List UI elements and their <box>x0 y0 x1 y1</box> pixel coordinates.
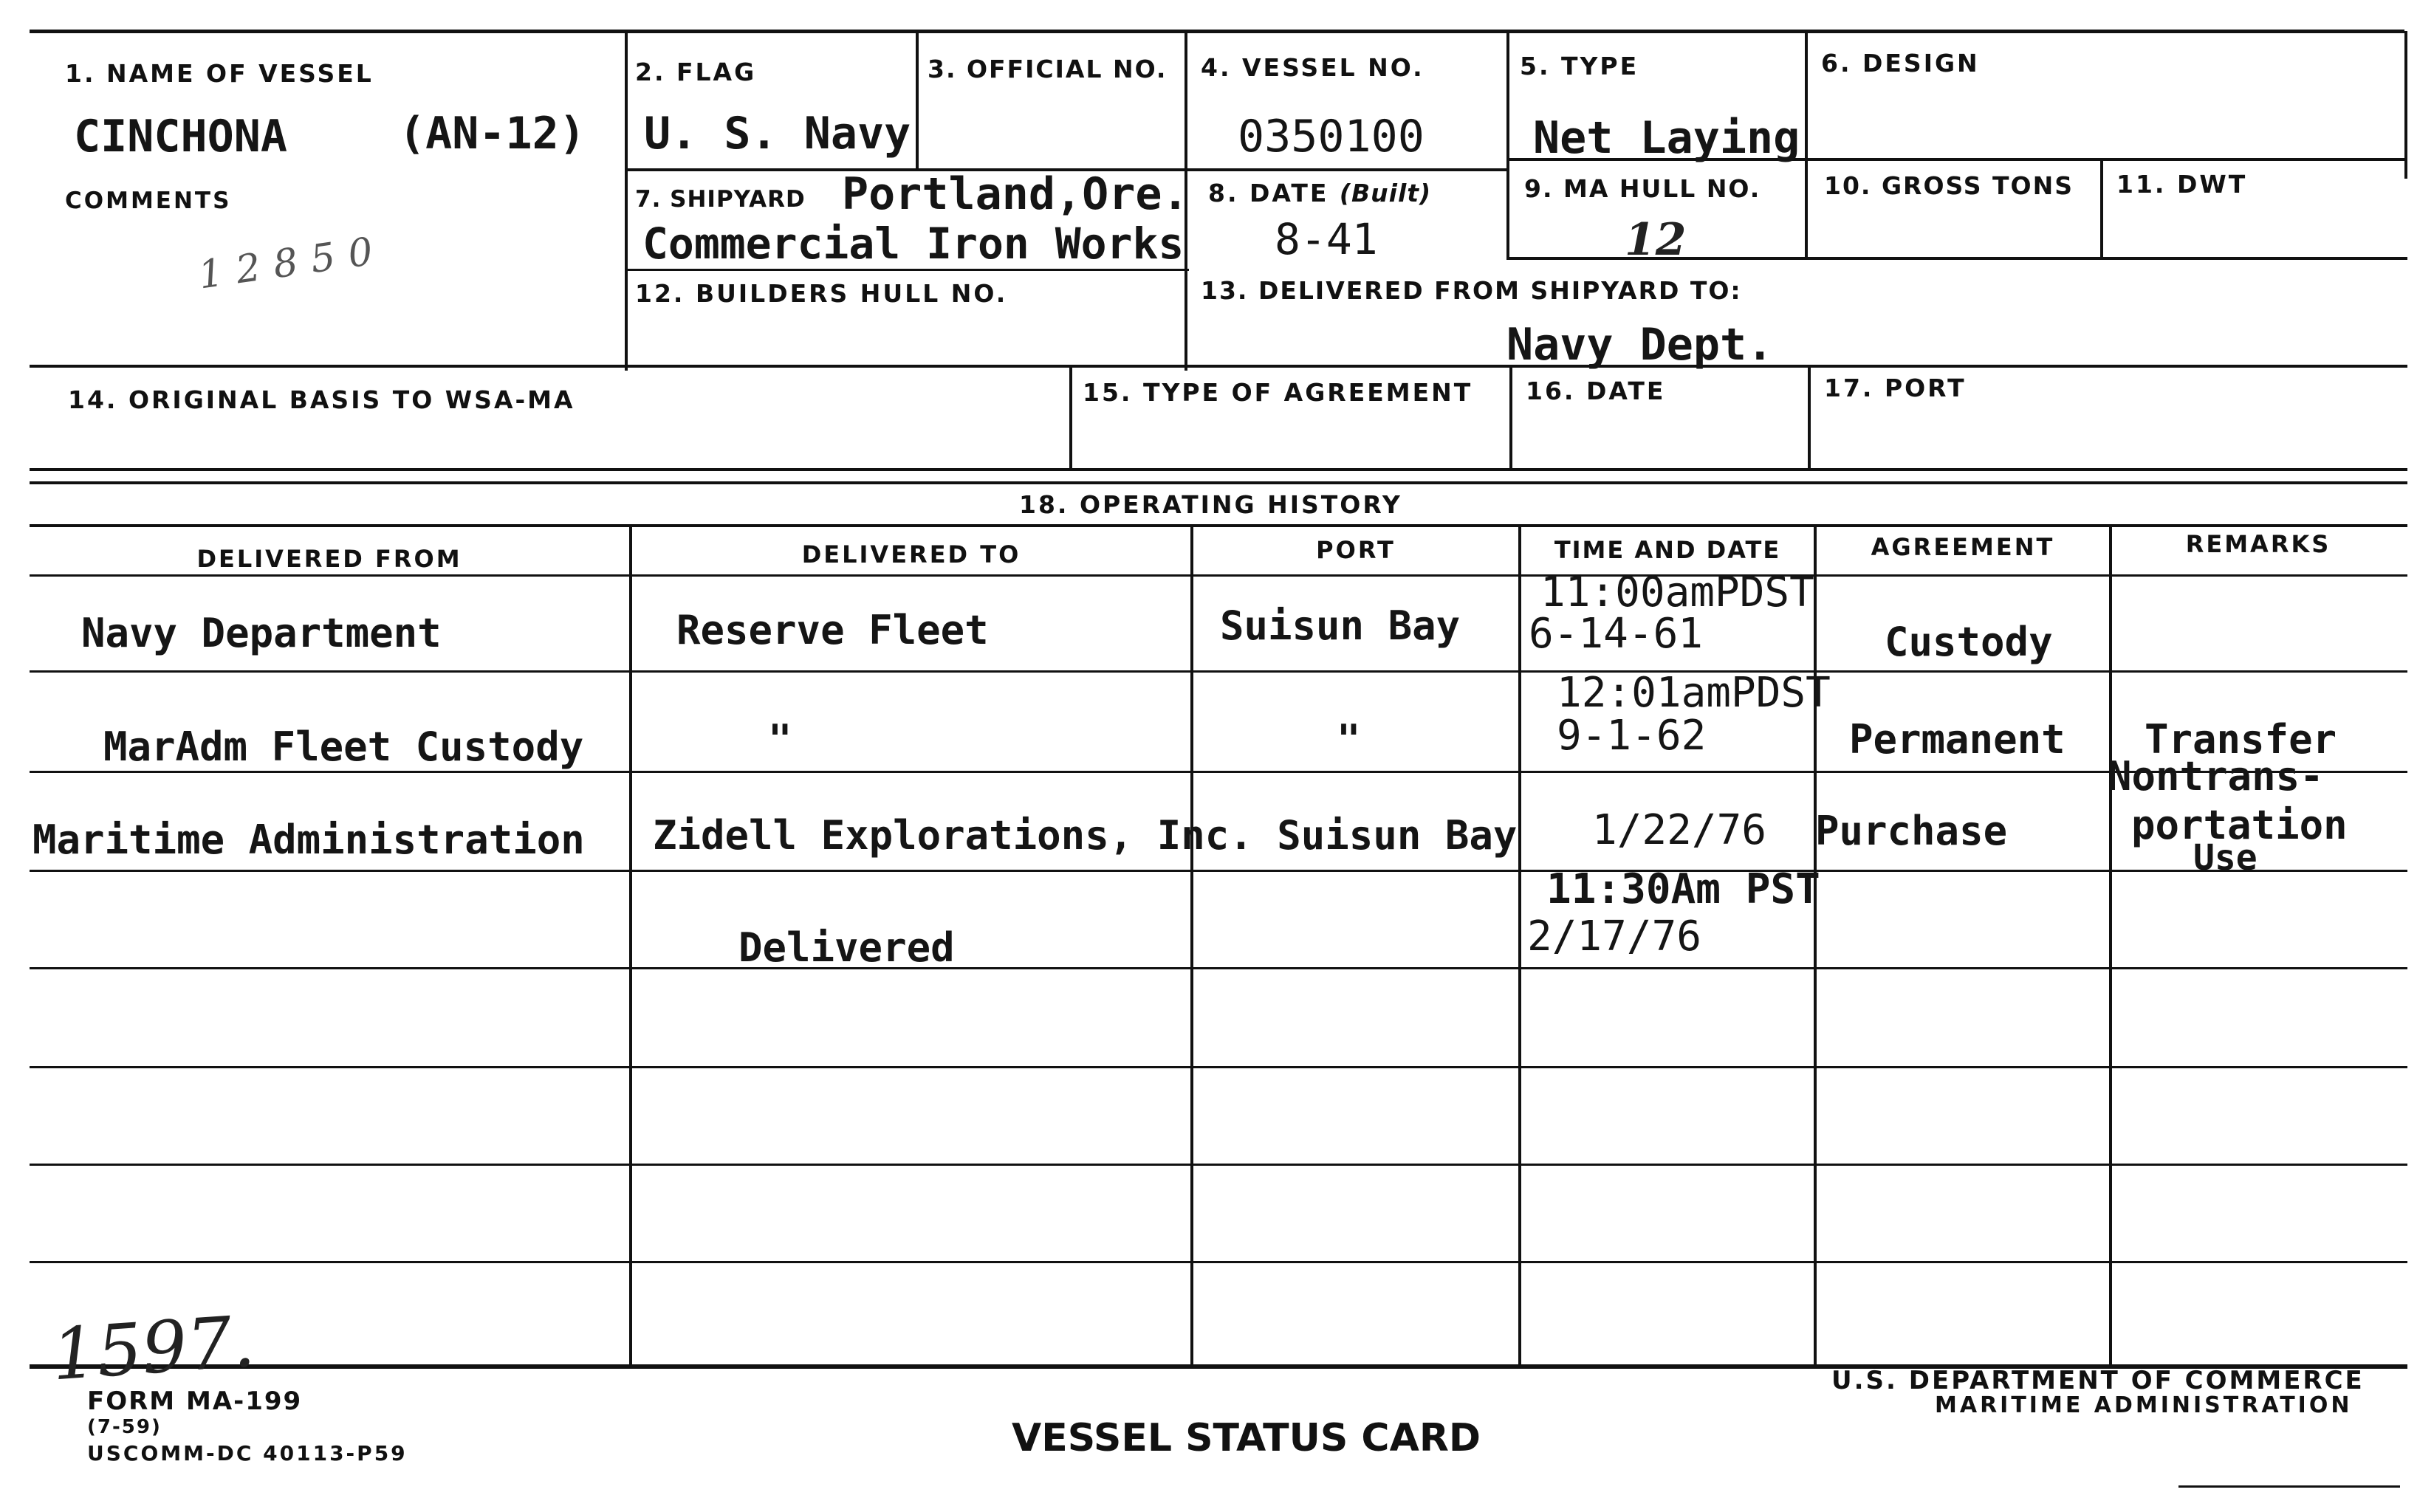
flag-value: U. S. Navy <box>644 108 911 159</box>
vrule-history-col3 <box>1518 524 1521 1366</box>
label-shipyard: 7. SHIPYARD <box>635 186 806 213</box>
vessel-no-value: 0350100 <box>1238 111 1425 162</box>
type-value: Net Laying <box>1533 112 1800 164</box>
card-top-border <box>30 30 2404 33</box>
label-type: 5. TYPE <box>1520 52 1639 80</box>
row1-agreement: Custody <box>1885 619 2053 665</box>
row2-time: 12:01amPDST <box>1557 669 1831 717</box>
label-date-built-prefix: 8. DATE <box>1208 179 1329 207</box>
label-delivered-from-shipyard: 13. DELIVERED FROM SHIPYARD TO: <box>1201 276 1742 305</box>
rule-history-row3 <box>30 870 2407 872</box>
col-header-delivered-to: DELIVERED TO <box>801 540 1021 568</box>
shipyard-line1: Portland,Ore. <box>842 168 1189 220</box>
row2-delivered-to: " <box>768 716 792 763</box>
rule-section14-bottom <box>30 468 2407 471</box>
footer-print-code: USCOMM-DC 40113-P59 <box>87 1441 408 1465</box>
rule-history-row5 <box>30 1066 2407 1068</box>
label-flag: 2. FLAG <box>635 58 757 86</box>
vrule-type-design <box>1805 31 1808 260</box>
col-header-port: PORT <box>1316 536 1396 564</box>
vrule-history-col4 <box>1814 524 1817 1366</box>
vessel-hull-designation: (AN-12) <box>399 108 586 159</box>
vrule-history-col5 <box>2109 524 2112 1366</box>
vrule-history-col1 <box>629 524 632 1366</box>
label-date-16: 16. DATE <box>1526 377 1666 405</box>
col-header-time-and-date: TIME AND DATE <box>1554 536 1781 564</box>
label-date-built-suffix: (Built) <box>1339 179 1432 207</box>
rule-history-row2 <box>30 771 2407 773</box>
label-vessel-no: 4. VESSEL NO. <box>1201 53 1425 82</box>
row3-date: 1/22/76 <box>1592 806 1767 854</box>
row3-remarks-line1: Nontrans- <box>2108 753 2324 800</box>
col-header-agreement: AGREEMENT <box>1871 533 2055 561</box>
vrule-flag-official <box>916 31 919 171</box>
row3-remarks-line2: portation <box>2131 802 2348 848</box>
rule-shipyard-left <box>628 269 1189 271</box>
vrule-vessel-type <box>1506 31 1509 260</box>
vessel-name: CINCHONA <box>74 111 287 162</box>
rule-history-row7 <box>30 1261 2407 1263</box>
label-type-of-agreement: 15. TYPE OF AGREEMENT <box>1083 378 1473 407</box>
row3-delivered-to-and-port: Zidell Explorations, Inc. Suisun Bay <box>653 812 1518 859</box>
vrule-tons-dwt <box>2100 158 2103 260</box>
label-original-basis: 14. ORIGINAL BASIS TO WSA-MA <box>68 385 575 414</box>
row3-agreement: Purchase <box>1815 808 2008 854</box>
date-built-value: 8-41 <box>1275 214 1378 264</box>
vrule-name-flag <box>625 31 628 371</box>
footer-department: U.S. DEPARTMENT OF COMMERCE <box>1831 1366 2365 1395</box>
rule-history-title-top <box>30 481 2407 484</box>
col-header-remarks: REMARKS <box>2185 530 2331 558</box>
vrule-14-15 <box>1069 366 1072 470</box>
label-dwt: 11. DWT <box>2116 170 2248 199</box>
footer-handwritten-number: 1597. <box>49 1299 258 1397</box>
vrule-history-col2 <box>1190 524 1193 1366</box>
row1-delivered-to: Reserve Fleet <box>676 607 989 653</box>
vrule-16-17 <box>1808 366 1811 470</box>
footer-form-no: FORM MA-199 <box>87 1386 303 1416</box>
row4-date: 2/17/76 <box>1527 913 1702 961</box>
row2-port: " <box>1337 716 1361 763</box>
label-design: 6. DESIGN <box>1821 49 1980 78</box>
rule-history-head-bottom <box>30 574 2407 577</box>
row1-port: Suisun Bay <box>1220 602 1461 649</box>
footer-administration: MARITIME ADMINISTRATION <box>1935 1392 2353 1418</box>
rule-history-head-top <box>30 524 2407 527</box>
label-builders-hull-no: 12. BUILDERS HULL NO. <box>635 279 1008 308</box>
rule-history-row1 <box>30 670 2407 673</box>
row2-agreement: Permanent <box>1849 716 2066 763</box>
row2-remarks: Transfer <box>2145 716 2337 763</box>
vrule-right-border <box>2404 31 2407 179</box>
rule-history-row4 <box>30 967 2407 969</box>
footer-form-date: (7-59) <box>87 1416 162 1438</box>
row1-delivered-from: Navy Department <box>81 610 442 656</box>
label-official-no: 3. OFFICIAL NO. <box>928 55 1168 83</box>
rule-section14-top <box>30 365 2407 368</box>
row2-date: 9-1-62 <box>1557 712 1707 760</box>
shipyard-line2: Commercial Iron Works <box>642 219 1185 269</box>
label-name-of-vessel: 1. NAME OF VESSEL <box>65 59 374 88</box>
rule-history-row6 <box>30 1164 2407 1166</box>
hull-no-crossed-out: 12 <box>1625 214 1687 266</box>
row4-time: 11:30Am PST <box>1546 865 1820 913</box>
label-gross-tons: 10. GROSS TONS <box>1824 171 2074 200</box>
row4-delivered-to: Delivered <box>738 924 955 971</box>
row1-date: 6-14-61 <box>1529 610 1704 658</box>
row2-delivered-from: MarAdm Fleet Custody <box>103 724 584 770</box>
row1-time: 11:00amPDST <box>1540 568 1814 616</box>
delivered-to-value: Navy Dept. <box>1506 319 1774 371</box>
label-hull-no: 9. MA HULL NO. <box>1524 174 1761 203</box>
vrule-15-16 <box>1509 366 1512 470</box>
card-bottom-edge <box>2178 1485 2400 1488</box>
row3-remarks-line3: Use <box>2193 837 2258 879</box>
footer-card-title: VESSEL STATUS CARD <box>1012 1416 1481 1460</box>
label-operating-history: 18. OPERATING HISTORY <box>1019 490 1402 519</box>
label-port-17: 17. PORT <box>1824 374 1967 402</box>
label-date-built <box>1208 179 1431 207</box>
comments-handwritten: 12850 <box>196 227 389 298</box>
row3-delivered-from: Maritime Administration <box>32 817 585 863</box>
label-comments: COMMENTS <box>65 188 232 214</box>
col-header-delivered-from: DELIVERED FROM <box>196 545 462 573</box>
